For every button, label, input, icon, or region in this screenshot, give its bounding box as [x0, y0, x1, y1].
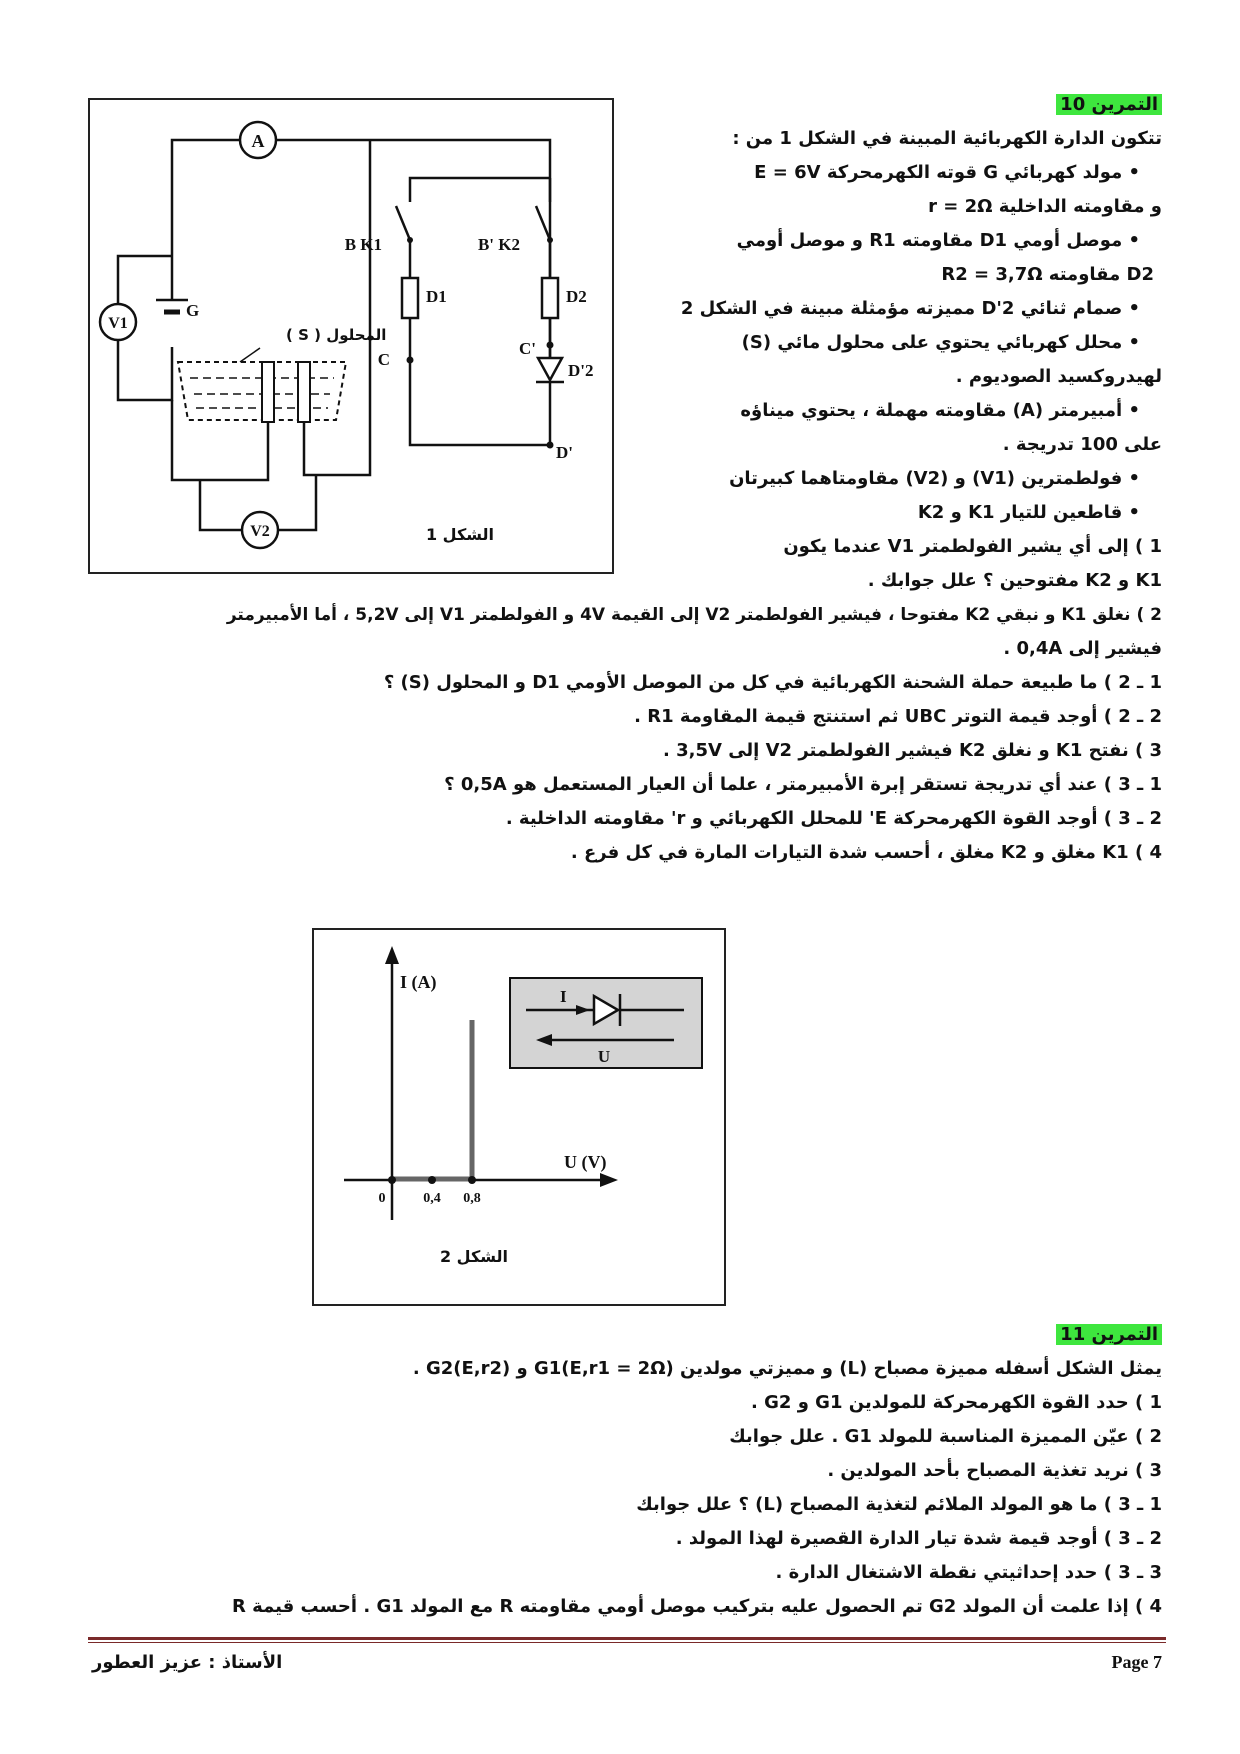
footer-rule: [88, 1637, 1166, 1640]
exercise-10-title: التمرين 10: [1056, 94, 1162, 115]
question-line: فيشير إلى 0,4A .: [1003, 638, 1162, 659]
question-line: 1 ـ 3 ) ما هو المولد الملائم لتغذية المصباح (L) ؟ علل جوابك: [636, 1494, 1162, 1515]
figure-2-characteristic: [312, 928, 726, 1306]
solution-label: المحلول ( S ): [286, 326, 387, 344]
text-line: • مولد كهربائي G قوته الكهرمحركة E = 6V: [754, 162, 1140, 183]
generator-label: G: [186, 301, 200, 320]
text-line: و مقاومته الداخلية r = 2Ω: [928, 196, 1162, 217]
text-line: • محلل كهربائي يحتوي على محلول مائي (S): [741, 332, 1140, 353]
question-line: 1 ) إلى أي يشير الفولطمتر V1 عندما يكون: [783, 536, 1162, 557]
question-line: 3 ) نفتح K1 و نغلق K2 فيشير الفولطمتر V2 إلى 3,5V .: [662, 740, 1162, 761]
diode-label: D'2: [568, 361, 594, 380]
text-line: على 100 تدريجة .: [1002, 434, 1162, 455]
tick-0-8: 0,8: [463, 1191, 481, 1206]
footer-author: الأستاذ : عزيز العطور: [92, 1652, 283, 1673]
inset-voltage-label: U: [597, 1047, 611, 1066]
text-line: تتكون الدارة الكهربائية المبينة في الشكل 1 من :: [732, 128, 1162, 149]
exercise-11: [82, 1318, 1162, 1624]
resistor-d1-label: D1: [426, 287, 447, 306]
y-axis-arrow: [385, 946, 399, 964]
origin-point: [388, 1176, 396, 1184]
footer-rule-thin: [88, 1642, 1166, 1643]
footer-page-number: Page 7: [1111, 1652, 1162, 1672]
question-line: 3 ـ 3 ) حدد إحداثيتي نقطة الاشتغال الدارة .: [775, 1562, 1162, 1583]
question-line: 2 ) عيّن المميزة المناسبة للمولد G1 . علل جوابك: [729, 1426, 1162, 1447]
switch-k2-label: B' K2: [477, 235, 520, 254]
node-c-label: C: [377, 350, 390, 369]
text-line: • فولطمترين (V1) و (V2) مقاومتاهما كبيرتان: [729, 468, 1140, 489]
question-line: 3 ) نريد تغذية المصباح بأحد المولدين .: [827, 1460, 1162, 1481]
text-line: لهيدروكسيد الصوديوم .: [955, 366, 1162, 387]
figure-1-caption: الشكل 1: [425, 525, 495, 544]
tick-0: 0: [378, 1191, 386, 1206]
inset-current-label: I: [560, 987, 567, 1006]
exercise-10: [82, 88, 1162, 870]
ammeter-label: A: [251, 131, 265, 151]
question-line: 2 ـ 2 ) أوجد قيمة التوتر UBC ثم استنتج قيمة المقاومة R1 .: [634, 706, 1162, 727]
x-axis-arrow: [600, 1173, 618, 1187]
text-line: يمثل الشكل أسفله مميزة مصباح (L) و مميزتي مولدين G1(E,r1 = 2Ω) و G2(E,r2) .: [412, 1358, 1162, 1379]
text-line: • صمام ثنائي D'2 مميزته مؤمثلة مبينة في الشكل 2: [680, 298, 1140, 319]
voltmeter-1-label: V1: [108, 315, 128, 332]
exercise-11-title: التمرين 11: [1056, 1324, 1162, 1345]
switch-k1-label: B K1: [344, 235, 382, 254]
text-line: • قاطعين للتيار K1 و K2: [917, 502, 1140, 523]
tick-0-4: 0,4: [423, 1191, 441, 1206]
question-line: K1 و K2 مفتوحين ؟ علل جوابك .: [867, 570, 1162, 591]
y-axis-label: I (A): [400, 972, 437, 992]
point-0-8: [468, 1176, 476, 1184]
question-line: 2 ـ 3 ) أوجد القوة الكهرمحركة E' للمحلل الكهربائي و r' مقاومته الداخلية .: [505, 808, 1162, 829]
node-d-prime-label: D': [556, 443, 573, 462]
node-c-prime-label: C': [519, 339, 536, 358]
text-line: • موصل أومي D1 مقاومته R1 و موصل أومي: [736, 230, 1140, 251]
voltmeter-2-label: V2: [250, 523, 270, 540]
question-line: 2 ) نغلق K1 و نبقي K2 مفتوحا ، فيشير الفولطمتر V2 إلى القيمة 4V و الفولطمتر V1 إلى 5,2V ، أما الأمبيرمتر: [226, 605, 1162, 625]
x-axis-label: U (V): [564, 1152, 607, 1172]
question-line: 2 ـ 3 ) أوجد قيمة شدة تيار الدارة القصيرة لهذا المولد .: [675, 1528, 1162, 1549]
figure-2-caption: الشكل 2: [439, 1247, 509, 1266]
question-line: 1 ) حدد القوة الكهرمحركة للمولدين G1 و G2 .: [751, 1392, 1162, 1413]
point-0-4: [428, 1176, 436, 1184]
question-line: 1 ـ 2 ) ما طبيعة حملة الشحنة الكهربائية في كل من الموصل الأومي D1 و المحلول (S) ؟: [383, 672, 1162, 693]
question-line: 1 ـ 3 ) عند أي تدريجة تستقر إبرة الأمبيرمتر ، علما أن العيار المستعمل هو 0,5A ؟: [444, 774, 1162, 795]
question-line: 4 ) إذا علمت أن المولد G2 تم الحصول عليه بتركيب موصل أومي مقاومته R مع المولد G1 . أحسب قيمة R: [232, 1596, 1162, 1617]
text-line: • أمبيرمتر (A) مقاومته مهملة ، يحتوي ميناؤه: [740, 400, 1140, 421]
question-line: 4 ) K1 مغلق و K2 مغلق ، أحسب شدة التيارات المارة في كل فرع .: [570, 842, 1162, 863]
diode-characteristic-plot: [314, 930, 724, 1304]
resistor-d2-label: D2: [566, 287, 587, 306]
text-line: D2 مقاومته R2 = 3,7Ω: [941, 264, 1154, 285]
